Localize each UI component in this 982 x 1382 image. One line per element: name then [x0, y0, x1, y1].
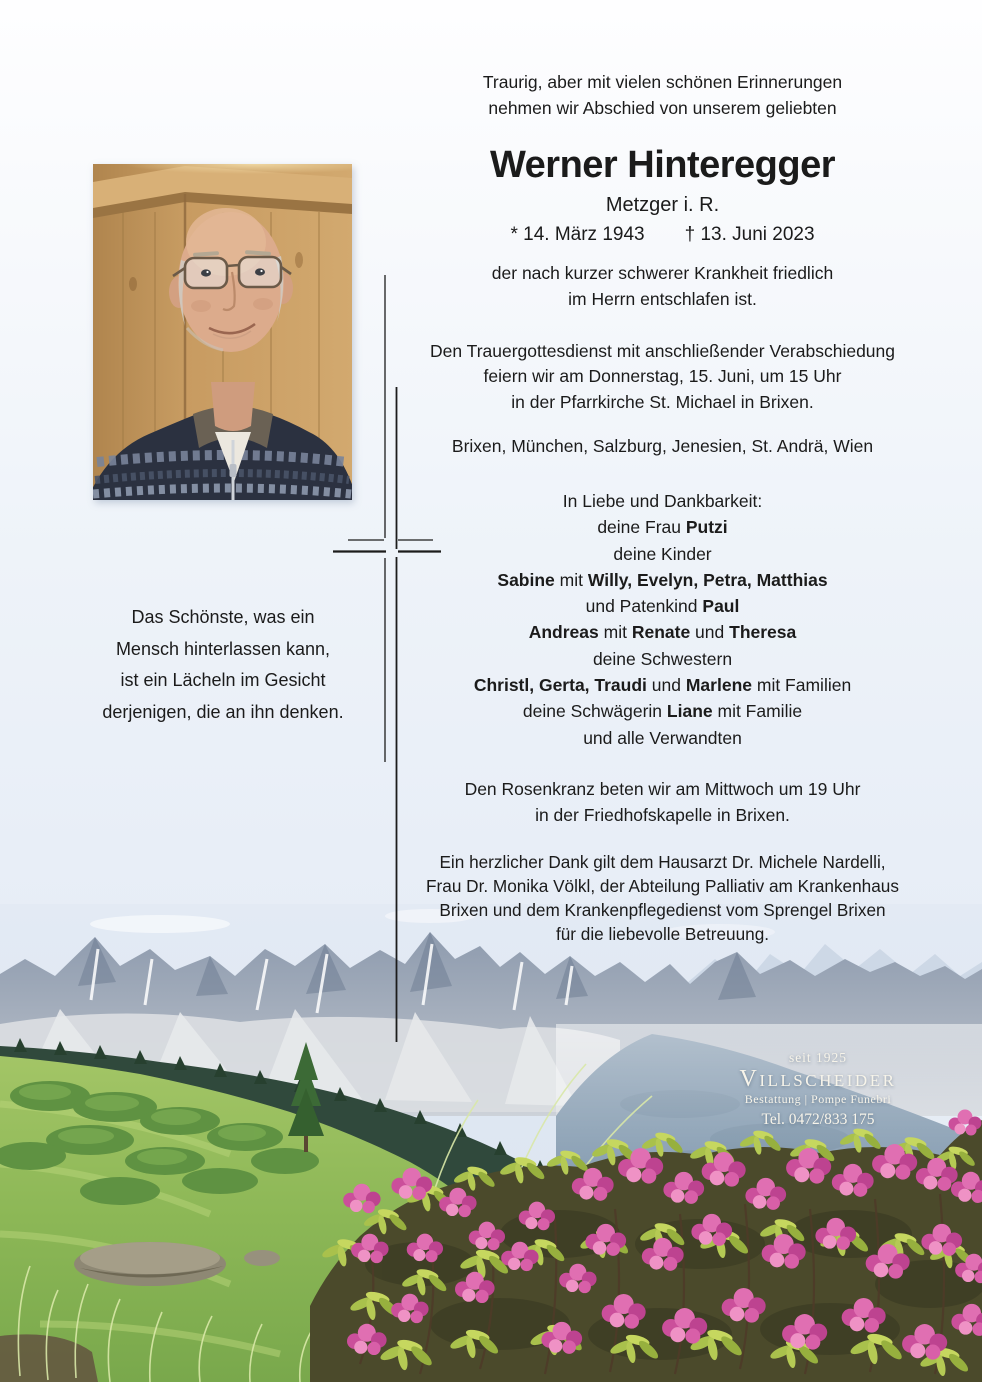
- text-line: Das Schönste, was ein: [131, 607, 315, 627]
- text-line: Ein herzlicher Dank gilt dem Hausarzt Dr. Michele Nardelli,: [439, 852, 886, 872]
- text-line: [340, 593, 982, 619]
- text-segment: mit Familien: [752, 675, 852, 696]
- family-member-name: Paul: [702, 596, 740, 617]
- family-list: [340, 488, 982, 751]
- text-segment: mit: [598, 622, 632, 643]
- funeral-service-text: [340, 339, 982, 415]
- logo-phone: Tel. 0472/833 175: [761, 1111, 875, 1128]
- text-line: Mensch hinterlassen kann,: [115, 638, 331, 659]
- text-segment: und alle Verwandten: [583, 727, 742, 748]
- family-member-name: Putzi: [685, 517, 728, 538]
- family-member-name: Andreas: [528, 622, 599, 643]
- thanks-text: [340, 850, 982, 946]
- family-member-name: Willy, Evelyn, Petra, Matthias: [587, 569, 828, 590]
- death-date: † 13. Juni 2023: [684, 224, 815, 245]
- portrait-photo: [93, 164, 352, 500]
- text-line: [340, 725, 982, 751]
- intro-text: [340, 70, 982, 121]
- text-segment: und: [646, 675, 686, 696]
- life-dates: [340, 224, 982, 246]
- text-segment: und Patenkind: [585, 596, 703, 617]
- text-line: [340, 672, 982, 698]
- text-line: [340, 646, 982, 672]
- text-line: Traurig, aber mit vielen schönen Erinnerungen: [482, 72, 843, 92]
- text-line: ist ein Lächeln im Gesicht: [120, 670, 326, 690]
- text-line: für die liebevolle Betreuung.: [555, 924, 770, 944]
- text-segment: deine Frau: [597, 517, 686, 538]
- text-line: derjenigen, die an ihn denken.: [102, 701, 344, 722]
- text-segment: deine Schwestern: [592, 648, 733, 669]
- rosary-text: [340, 777, 982, 828]
- text-line: [340, 541, 982, 567]
- text-line: nehmen wir Abschied von unserem geliebten: [488, 97, 837, 118]
- portrait-photo-drawing: [93, 164, 352, 500]
- text-line: feiern wir am Donnerstag, 15. Juni, um 15 Uhr: [483, 366, 842, 387]
- family-member-name: Sabine: [497, 569, 555, 590]
- mountain-landscape-photo: [0, 904, 982, 1382]
- text-segment: In Liebe und Dankbarkeit:: [562, 491, 763, 511]
- family-member-name: Theresa: [729, 622, 797, 643]
- text-line: der nach kurzer schwerer Krankheit friedlich: [491, 263, 834, 283]
- profession: Metzger i. R.: [605, 194, 720, 216]
- birth-date: * 14. März 1943: [510, 224, 645, 245]
- text-segment: und: [690, 622, 730, 643]
- text-line: [340, 567, 982, 593]
- text-line: [340, 698, 982, 724]
- family-member-name: Liane: [666, 701, 713, 722]
- text-segment: mit: [554, 569, 588, 590]
- logo-since: seit 1925: [788, 1050, 848, 1065]
- text-line: Den Rosenkranz beten wir am Mittwoch um 19 Uhr: [464, 779, 861, 799]
- memorial-quote: [58, 602, 388, 728]
- family-member-name: Marlene: [685, 675, 752, 696]
- text-line: Brixen und dem Krankenpflegedienst vom Sprengel Brixen: [439, 900, 886, 920]
- text-line: in der Pfarrkirche St. Michael in Brixen.: [511, 391, 814, 412]
- text-line: [340, 514, 982, 540]
- text-line: Den Trauergottesdienst mit anschließender Verabschiedung: [430, 341, 895, 361]
- family-member-name: Christl, Gerta, Traudi: [473, 675, 647, 696]
- text-segment: deine Schwägerin: [522, 701, 667, 722]
- text-line: Frau Dr. Monika Völkl, der Abteilung Palliativ am Krankenhaus: [426, 876, 899, 896]
- funeral-home-logo: [698, 1050, 938, 1129]
- passing-text: [340, 261, 982, 312]
- text-line: [340, 619, 982, 645]
- logo-subtitle: Bestattung | Pompe Funebri: [744, 1092, 892, 1106]
- text-segment: deine Kinder: [613, 543, 712, 564]
- logo-name: Villscheider: [739, 1066, 897, 1092]
- cities-line: Brixen, München, Salzburg, Jenesien, St. Andrä, Wien: [451, 436, 874, 456]
- family-member-name: Renate: [631, 622, 691, 643]
- deceased-name: Werner Hinteregger: [489, 144, 836, 186]
- text-line: im Herrn entschlafen ist.: [568, 288, 757, 309]
- text-line: [340, 488, 982, 514]
- text-line: in der Friedhofskapelle in Brixen.: [535, 804, 790, 825]
- text-segment: mit Familie: [712, 701, 803, 722]
